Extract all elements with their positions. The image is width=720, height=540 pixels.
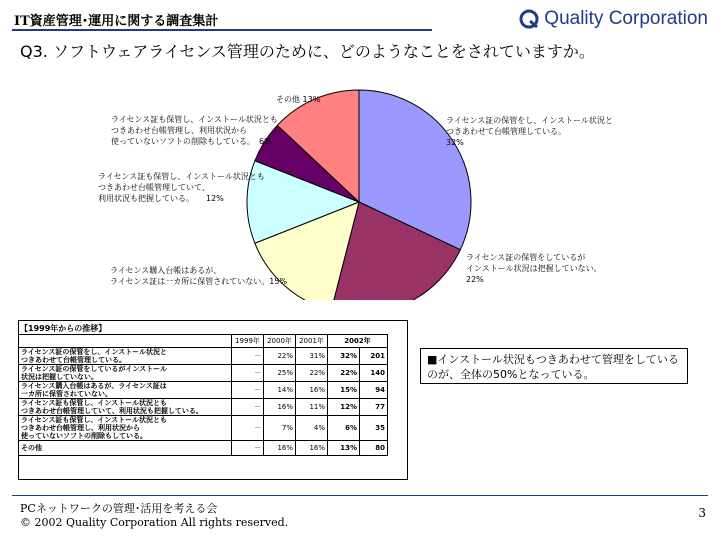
table-header-empty xyxy=(19,335,232,348)
cell-2002: 22% xyxy=(328,365,360,382)
cell-1999: － xyxy=(232,382,264,399)
cell-1999: － xyxy=(232,441,264,456)
cell-2000: 16% xyxy=(264,441,296,456)
pie-label-5: その他 13% xyxy=(276,95,321,104)
table-row xyxy=(19,441,388,456)
pie-label-4: ライセンス証も保管し、インストール状況とも つきあわせ台帳管理し、利用状況から 使っていないソフトの削除もしている。 6% xyxy=(111,115,278,146)
cell-count: 201 xyxy=(360,348,388,365)
col-2002: 2002年 xyxy=(328,335,388,348)
table-row xyxy=(19,416,388,441)
cell-2001: 16% xyxy=(296,382,328,399)
cell-count: 140 xyxy=(360,365,388,382)
history-caption: 【1999年からの推移】 xyxy=(20,324,107,333)
row-label: ライセンス購入台帳はあるが、ライセンス証は 一カ所に保管されていない。 xyxy=(19,382,232,399)
cell-2001: 11% xyxy=(296,399,328,416)
cell-2000: 25% xyxy=(264,365,296,382)
cell-2001: 22% xyxy=(296,365,328,382)
col-1999: 1999年 xyxy=(232,335,264,348)
cell-2002: 32% xyxy=(328,348,360,365)
footer-org: PCネットワークの管理･活用を考える会 xyxy=(20,502,218,515)
header-title: IT資産管理･運用に関する調査集計 xyxy=(14,14,219,29)
table-row xyxy=(19,399,388,416)
footer-rule xyxy=(12,495,708,496)
cell-1999: － xyxy=(232,416,264,441)
question-title: Q3. ソフトウェアライセンス管理のために、どのようなことをされていますか。 xyxy=(20,42,595,61)
cell-2001: 31% xyxy=(296,348,328,365)
cell-count: 94 xyxy=(360,382,388,399)
cell-1999: － xyxy=(232,399,264,416)
row-label: ライセンス証も保管し、インストール状況とも つきあわせ台帳管理し、利用状況から 使っていないソフトの削除もしている。 xyxy=(19,416,232,441)
pie-label-0: ライセンス証の保管をし、インストール状況と つきあわせて台帳管理している。 32% xyxy=(446,116,613,147)
cell-2000: 14% xyxy=(264,382,296,399)
table-row xyxy=(19,382,388,399)
cell-1999: － xyxy=(232,365,264,382)
cell-2002: 13% xyxy=(328,441,360,456)
row-label: その他 xyxy=(19,441,232,456)
summary-note: ■インストール状況もつきあわせて管理をしているのが、全体の50%となっている。 xyxy=(420,348,688,384)
row-label: ライセンス証の保管をしているがインストール 状況は把握していない。 xyxy=(19,365,232,382)
cell-2000: 7% xyxy=(264,416,296,441)
cell-2001: 4% xyxy=(296,416,328,441)
col-2000: 2000年 xyxy=(264,335,296,348)
footer-copyright: © 2002 Quality Corporation All rights reserved. xyxy=(20,516,289,529)
row-label: ライセンス証の保管をし、インストール状況と つきあわせて台帳管理している。 xyxy=(19,348,232,365)
pie-label-3: ライセンス証も保管し、インストール状況とも つきあわせ台帳管理していて、 利用状況も把握している。 12% xyxy=(98,172,265,203)
cell-count: 35 xyxy=(360,416,388,441)
cell-1999: － xyxy=(232,348,264,365)
cell-2002: 15% xyxy=(328,382,360,399)
cell-2002: 12% xyxy=(328,399,360,416)
cell-2002: 6% xyxy=(328,416,360,441)
page-number: 3 xyxy=(698,506,706,520)
table-row xyxy=(19,365,388,382)
cell-2000: 16% xyxy=(264,399,296,416)
logo-text: Quality Corporation xyxy=(544,8,708,29)
table-header-row xyxy=(19,335,388,348)
history-table xyxy=(18,334,388,456)
table-row xyxy=(19,348,388,365)
row-label: ライセンス証も保管し、インストール状況とも つきあわせ台帳管理していて、利用状況も把握している。 xyxy=(19,399,232,416)
pie-label-1: ライセンス証の保管をしているが インストール状況は把握していない。 22% xyxy=(466,253,602,284)
cell-count: 77 xyxy=(360,399,388,416)
cell-2001: 16% xyxy=(296,441,328,456)
pie-label-2: ライセンス購入台帳はあるが、 ライセンス証は一カ所に保管されていない。15% xyxy=(110,266,288,286)
cell-2000: 22% xyxy=(264,348,296,365)
cell-count: 80 xyxy=(360,441,388,456)
col-2001: 2001年 xyxy=(296,335,328,348)
